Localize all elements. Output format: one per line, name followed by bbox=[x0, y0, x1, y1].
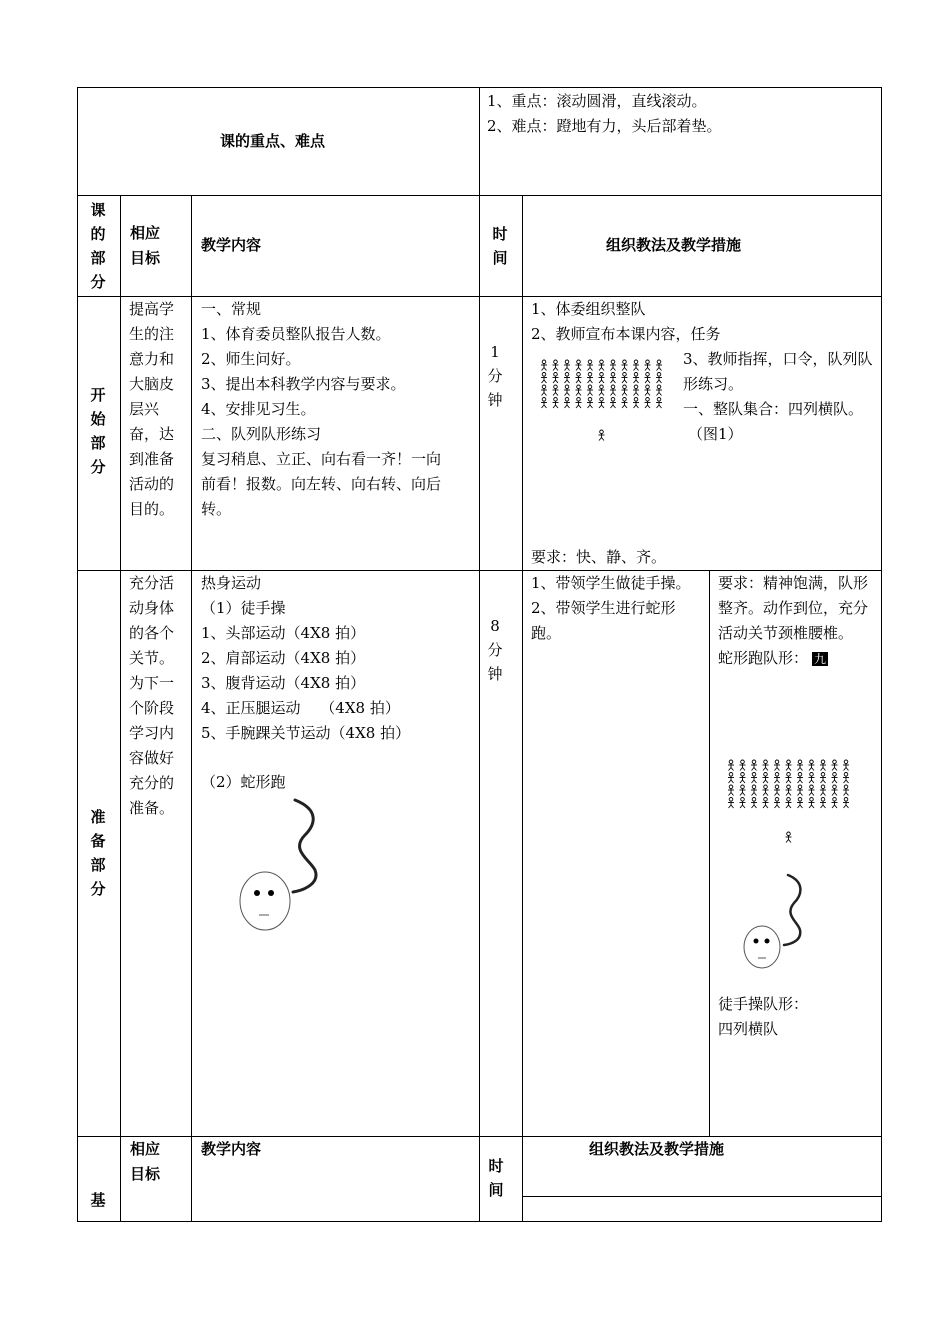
student-figure bbox=[587, 398, 593, 409]
snake-path bbox=[784, 875, 800, 945]
badge: 九 bbox=[814, 652, 827, 666]
student-figure bbox=[751, 760, 757, 771]
student-figure bbox=[820, 785, 826, 796]
student-figure bbox=[786, 798, 792, 809]
column-goal-header: 相应 bbox=[130, 224, 161, 242]
student-figure bbox=[751, 798, 757, 809]
student-figure bbox=[599, 385, 605, 396]
student-figure bbox=[820, 798, 826, 809]
student-figure bbox=[564, 398, 570, 409]
student-figure bbox=[633, 360, 639, 371]
ball-eye bbox=[268, 890, 274, 896]
student-figure bbox=[633, 398, 639, 409]
student-figure bbox=[843, 773, 849, 784]
student-figure bbox=[751, 773, 757, 784]
snake-run-diagram bbox=[235, 795, 335, 935]
student-figure bbox=[797, 760, 803, 771]
student-figure bbox=[740, 785, 746, 796]
student-figure bbox=[656, 360, 662, 371]
student-figure bbox=[599, 360, 605, 371]
ball-face bbox=[240, 872, 290, 930]
formation-diagram bbox=[538, 358, 668, 448]
student-figure bbox=[599, 398, 605, 409]
student-figure bbox=[832, 760, 838, 771]
ball-eye bbox=[765, 939, 770, 944]
student-figure bbox=[786, 773, 792, 784]
ball-eye bbox=[754, 939, 759, 944]
student-figure bbox=[740, 773, 746, 784]
student-figure bbox=[740, 760, 746, 771]
student-figure bbox=[599, 430, 605, 441]
student-figure bbox=[541, 398, 547, 409]
column-content-header: 教学内容 bbox=[201, 236, 262, 254]
student-figure bbox=[728, 760, 734, 771]
student-figure bbox=[832, 798, 838, 809]
student-figure bbox=[763, 798, 769, 809]
snake-formation-label: 蛇形跑队形： 九 bbox=[718, 649, 827, 667]
student-figure bbox=[622, 360, 628, 371]
student-figure bbox=[820, 773, 826, 784]
student-figure bbox=[553, 398, 559, 409]
ball-eye bbox=[254, 890, 260, 896]
student-figure bbox=[820, 760, 826, 771]
student-figure bbox=[553, 385, 559, 396]
student-figure bbox=[587, 385, 593, 396]
formation-diagram bbox=[725, 758, 855, 848]
student-figure bbox=[774, 798, 780, 809]
student-figure bbox=[786, 785, 792, 796]
student-figure bbox=[610, 360, 616, 371]
basic-part-label: 基 bbox=[90, 1191, 106, 1209]
student-figure bbox=[843, 785, 849, 796]
student-figure bbox=[645, 360, 651, 371]
student-figure bbox=[786, 760, 792, 771]
student-figure bbox=[622, 385, 628, 396]
snake-path bbox=[293, 800, 316, 892]
basic-goal-header-2: 目标 bbox=[130, 1165, 161, 1183]
student-figure bbox=[645, 373, 651, 384]
basic-method-header: 组织教法及教学措施 bbox=[589, 1140, 725, 1158]
column-time-header: 时 bbox=[492, 225, 508, 243]
basic-time-header-2: 间 bbox=[488, 1181, 504, 1199]
student-figure bbox=[633, 373, 639, 384]
student-figure bbox=[774, 773, 780, 784]
student-figure bbox=[610, 398, 616, 409]
student-figure bbox=[622, 398, 628, 409]
column-goal-header-2: 目标 bbox=[130, 249, 161, 267]
student-figure bbox=[587, 373, 593, 384]
student-figure bbox=[751, 785, 757, 796]
student-figure bbox=[656, 385, 662, 396]
student-figure bbox=[728, 785, 734, 796]
student-figure bbox=[656, 373, 662, 384]
student-figure bbox=[763, 773, 769, 784]
student-figure bbox=[645, 385, 651, 396]
student-figure bbox=[809, 798, 815, 809]
student-figure bbox=[763, 785, 769, 796]
student-figure bbox=[809, 773, 815, 784]
student-figure bbox=[797, 773, 803, 784]
column-time-header-2: 间 bbox=[492, 249, 508, 267]
ball-face bbox=[744, 926, 780, 968]
student-figure bbox=[576, 385, 582, 396]
student-figure bbox=[740, 798, 746, 809]
student-figure bbox=[541, 373, 547, 384]
key-points-label: 课的重点、难点 bbox=[220, 132, 326, 150]
student-figure bbox=[774, 785, 780, 796]
key-point-line: 1、重点：滚动圆滑，直线滚动。 bbox=[487, 92, 707, 110]
student-figure bbox=[610, 385, 616, 396]
student-figure bbox=[541, 360, 547, 371]
student-figure bbox=[587, 360, 593, 371]
student-figure bbox=[553, 360, 559, 371]
student-figure bbox=[728, 798, 734, 809]
student-figure bbox=[610, 373, 616, 384]
basic-goal-header: 相应 bbox=[130, 1140, 161, 1158]
student-figure bbox=[576, 398, 582, 409]
student-figure bbox=[656, 398, 662, 409]
student-figure bbox=[809, 760, 815, 771]
student-figure bbox=[633, 385, 639, 396]
student-figure bbox=[797, 798, 803, 809]
student-figure bbox=[622, 373, 628, 384]
student-figure bbox=[774, 760, 780, 771]
basic-content-header: 教学内容 bbox=[201, 1140, 262, 1158]
student-figure bbox=[541, 385, 547, 396]
snake-run-diagram bbox=[740, 870, 810, 970]
student-figure bbox=[832, 785, 838, 796]
student-figure bbox=[576, 373, 582, 384]
student-figure bbox=[832, 773, 838, 784]
student-figure bbox=[786, 832, 792, 843]
student-figure bbox=[809, 785, 815, 796]
student-figure bbox=[843, 798, 849, 809]
student-figure bbox=[797, 785, 803, 796]
student-figure bbox=[645, 398, 651, 409]
student-figure bbox=[763, 760, 769, 771]
column-method-header: 组织教法及教学措施 bbox=[606, 236, 742, 254]
student-figure bbox=[576, 360, 582, 371]
student-figure bbox=[843, 760, 849, 771]
difficulty-line: 2、难点：蹬地有力，头后部着垫。 bbox=[487, 117, 722, 135]
student-figure bbox=[553, 373, 559, 384]
student-figure bbox=[728, 773, 734, 784]
basic-time-header: 时 bbox=[488, 1157, 504, 1175]
student-figure bbox=[599, 373, 605, 384]
student-figure bbox=[564, 360, 570, 371]
student-figure bbox=[564, 385, 570, 396]
student-figure bbox=[564, 373, 570, 384]
